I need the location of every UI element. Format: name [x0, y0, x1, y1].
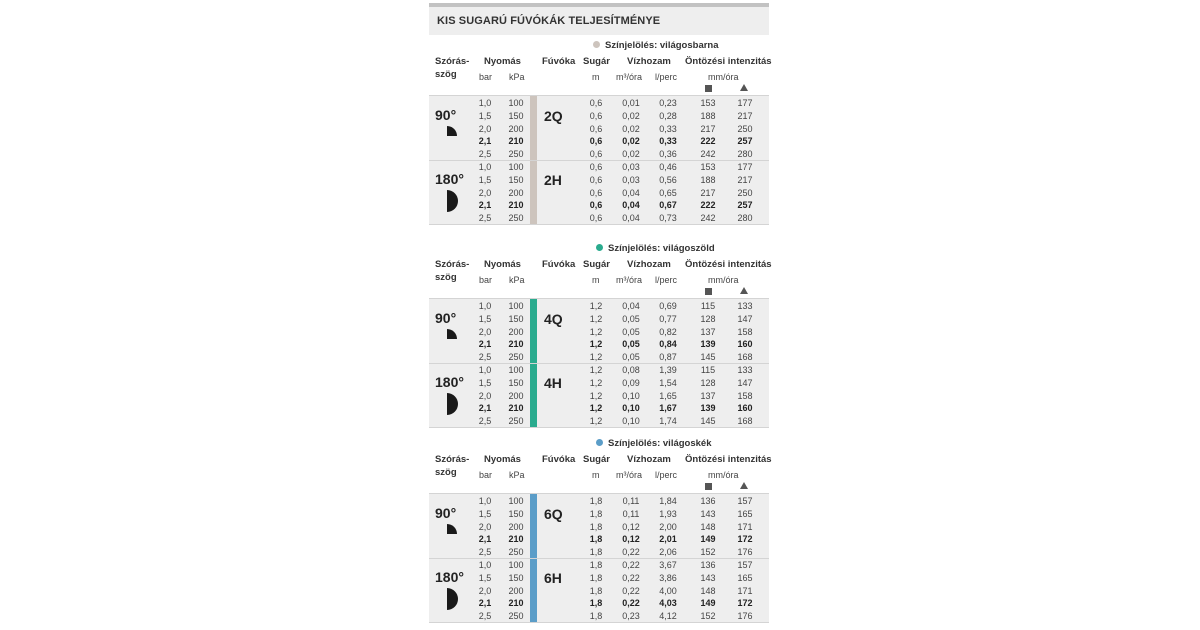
cell-kpa: 200	[508, 521, 524, 532]
cell-m: 1,8	[589, 508, 603, 519]
row-separator	[429, 493, 769, 494]
cell-m: 0,6	[589, 213, 603, 224]
cell-square: 115	[700, 365, 716, 375]
cell-triangle: 217	[737, 110, 753, 121]
cell-triangle: 147	[737, 377, 753, 388]
header-m: m	[592, 275, 600, 285]
cell-m: 1,2	[589, 416, 603, 427]
cell-kpa: 150	[508, 572, 524, 583]
cell-m: 1,2	[589, 339, 603, 350]
cell-bar: 1,5	[478, 313, 492, 324]
cell-bar: 2,5	[478, 352, 492, 363]
cell-square: 188	[700, 110, 716, 121]
cell-m3h: 0,22	[622, 547, 640, 558]
cell-kpa: 100	[508, 560, 524, 570]
header-angle-1: Szórás-	[435, 454, 470, 465]
triangle-symbol	[740, 482, 748, 489]
cell-bar: 2,1	[478, 598, 492, 609]
cell-lpm: 2,01	[659, 534, 677, 545]
cell-bar: 2,0	[478, 390, 492, 401]
cell-m3h: 0,10	[622, 416, 640, 427]
cell-kpa: 100	[508, 162, 524, 172]
triangle-symbol	[740, 84, 748, 91]
half-circle-icon	[447, 393, 461, 415]
cell-square: 149	[700, 598, 716, 609]
color-legend	[596, 243, 715, 255]
cell-triangle: 160	[737, 339, 753, 350]
cell-m3h: 0,04	[622, 187, 640, 198]
header-radius: Sugár	[583, 259, 610, 270]
cell-lpm: 0,73	[659, 213, 677, 224]
square-symbol	[705, 483, 712, 490]
cell-square: 137	[700, 326, 716, 337]
cell-bar: 1,5	[478, 508, 492, 519]
cell-m: 0,6	[589, 162, 603, 172]
header-lpm: l/perc	[655, 275, 678, 285]
cell-triangle: 165	[737, 508, 753, 519]
cell-lpm: 1,54	[659, 377, 677, 388]
header-flow: Vízhozam	[627, 454, 671, 465]
header-radius: Sugár	[583, 454, 610, 465]
cell-bar: 2,5	[478, 547, 492, 558]
cell-square: 128	[700, 377, 716, 388]
cell-bar: 1,0	[478, 98, 492, 108]
cell-square: 217	[700, 123, 716, 134]
spray-angle: 90°	[435, 107, 457, 123]
cell-kpa: 100	[508, 365, 524, 375]
cell-lpm: 1,67	[659, 403, 677, 414]
header-nozzle: Fúvóka	[542, 454, 576, 465]
cell-m: 1,2	[589, 377, 603, 388]
cell-bar: 2,5	[478, 416, 492, 427]
cell-bar: 2,0	[478, 123, 492, 134]
cell-m3h: 0,02	[622, 136, 640, 147]
cell-square: 152	[700, 611, 716, 622]
legend-dot	[596, 244, 603, 251]
cell-lpm: 0,67	[659, 200, 677, 211]
header-lpm: l/perc	[655, 72, 678, 82]
cell-m3h: 0,23	[622, 611, 640, 622]
cell-square: 148	[700, 585, 716, 596]
cell-m: 1,8	[589, 611, 603, 622]
quarter-circle-icon	[447, 329, 461, 351]
cell-m3h: 0,05	[622, 352, 640, 363]
nozzle-code: 4H	[544, 375, 562, 391]
half-circle-icon	[447, 588, 461, 610]
cell-kpa: 250	[508, 547, 524, 558]
cell-bar: 1,0	[478, 301, 492, 311]
cell-square: 152	[700, 547, 716, 558]
cell-square: 139	[700, 339, 716, 350]
cell-m3h: 0,03	[622, 162, 640, 172]
header-flow: Vízhozam	[627, 259, 671, 270]
group-separator	[429, 558, 769, 559]
cell-m: 1,8	[589, 521, 603, 532]
table-section	[429, 243, 772, 429]
cell-bar: 2,0	[478, 585, 492, 596]
cell-bar: 1,0	[478, 162, 492, 172]
cell-bar: 2,5	[478, 213, 492, 224]
section-bottom-rule	[429, 622, 769, 623]
performance-table-panel	[429, 0, 772, 630]
cell-lpm: 0,56	[659, 174, 677, 185]
cell-triangle: 158	[737, 390, 753, 401]
cell-square: 137	[700, 390, 716, 401]
cell-m: 1,2	[589, 390, 603, 401]
cell-bar: 2,1	[478, 403, 492, 414]
header-flow: Vízhozam	[627, 56, 671, 67]
header-nozzle: Fúvóka	[542, 259, 576, 270]
legend-dot	[596, 439, 603, 446]
spray-angle: 180°	[435, 171, 464, 187]
cell-lpm: 0,82	[659, 326, 677, 337]
cell-lpm: 2,00	[659, 521, 677, 532]
cell-m: 1,8	[589, 534, 603, 545]
cell-triangle: 171	[737, 585, 753, 596]
cell-lpm: 1,84	[659, 496, 677, 506]
half-circle-icon	[447, 190, 461, 212]
cell-kpa: 150	[508, 110, 524, 121]
header-m3h: m³/óra	[616, 72, 643, 82]
cell-square: 145	[700, 416, 716, 427]
cell-bar: 1,5	[478, 110, 492, 121]
cell-m3h: 0,05	[622, 339, 640, 350]
cell-m3h: 0,22	[622, 572, 640, 583]
cell-triangle: 165	[737, 572, 753, 583]
legend-label: Színjelölés: világoskék	[608, 438, 712, 449]
spray-angle: 90°	[435, 310, 457, 326]
group-separator	[429, 363, 769, 364]
spray-angle: 90°	[435, 505, 457, 521]
cell-square: 222	[700, 200, 716, 211]
legend-dot	[593, 41, 600, 48]
header-angle-1: Szórás-	[435, 56, 470, 67]
cell-kpa: 250	[508, 611, 524, 622]
cell-triangle: 171	[737, 521, 753, 532]
cell-bar: 2,0	[478, 187, 492, 198]
group-separator	[429, 160, 769, 161]
cell-square: 148	[700, 521, 716, 532]
cell-m: 0,6	[589, 149, 603, 160]
cell-m: 1,8	[589, 572, 603, 583]
cell-triangle: 217	[737, 174, 753, 185]
cell-triangle: 176	[737, 547, 753, 558]
table-section	[429, 40, 772, 226]
cell-m3h: 0,01	[622, 98, 640, 108]
cell-m: 1,2	[589, 352, 603, 363]
cell-kpa: 100	[508, 98, 524, 108]
cell-lpm: 1,65	[659, 390, 677, 401]
cell-lpm: 4,03	[659, 598, 677, 609]
section-bottom-rule	[429, 224, 769, 225]
cell-kpa: 200	[508, 326, 524, 337]
header-m: m	[592, 470, 600, 480]
cell-triangle: 133	[737, 365, 753, 375]
cell-square: 188	[700, 174, 716, 185]
cell-lpm: 2,06	[659, 547, 677, 558]
color-legend	[596, 438, 712, 450]
table-title: KIS SUGARÚ FÚVÓKÁK TELJESÍTMÉNYE	[437, 15, 661, 27]
cell-lpm: 3,86	[659, 572, 677, 583]
cell-square: 136	[700, 496, 716, 506]
header-mmh: mm/óra	[708, 72, 739, 82]
cell-m: 1,2	[589, 313, 603, 324]
cell-kpa: 200	[508, 187, 524, 198]
cell-triangle: 176	[737, 611, 753, 622]
cell-m3h: 0,02	[622, 149, 640, 160]
square-symbol	[705, 85, 712, 92]
header-radius: Sugár	[583, 56, 610, 67]
cell-m3h: 0,02	[622, 110, 640, 121]
nozzle-code: 4Q	[544, 311, 563, 327]
cell-m3h: 0,22	[622, 585, 640, 596]
header-mmh: mm/óra	[708, 470, 739, 480]
cell-m: 1,2	[589, 365, 603, 375]
legend-label: Színjelölés: világoszöld	[608, 243, 715, 254]
cell-m3h: 0,12	[622, 521, 640, 532]
cell-m3h: 0,22	[622, 598, 640, 609]
cell-m3h: 0,09	[622, 377, 640, 388]
cell-kpa: 210	[508, 598, 524, 609]
cell-triangle: 280	[737, 149, 753, 160]
header-angle-2: szög	[435, 272, 457, 283]
cell-triangle: 280	[737, 213, 753, 224]
cell-m3h: 0,04	[622, 301, 640, 311]
cell-kpa: 200	[508, 585, 524, 596]
header-angle-2: szög	[435, 69, 457, 80]
cell-lpm: 0,84	[659, 339, 677, 350]
cell-m3h: 0,05	[622, 326, 640, 337]
cell-m3h: 0,03	[622, 174, 640, 185]
cell-m: 0,6	[589, 187, 603, 198]
header-precip: Öntözési intenzitás	[685, 56, 772, 67]
header-angle-1: Szórás-	[435, 259, 470, 270]
cell-bar: 2,5	[478, 611, 492, 622]
cell-m: 0,6	[589, 110, 603, 121]
cell-m3h: 0,04	[622, 213, 640, 224]
header-pressure: Nyomás	[484, 454, 521, 465]
cell-m: 1,8	[589, 598, 603, 609]
cell-bar: 1,5	[478, 572, 492, 583]
header-mmh: mm/óra	[708, 275, 739, 285]
cell-m3h: 0,12	[622, 534, 640, 545]
row-separator	[429, 298, 769, 299]
spray-angle: 180°	[435, 374, 464, 390]
cell-m: 0,6	[589, 200, 603, 211]
cell-lpm: 0,69	[659, 301, 677, 311]
header-bar: bar	[479, 470, 493, 480]
cell-bar: 2,1	[478, 534, 492, 545]
cell-square: 143	[700, 508, 716, 519]
cell-triangle: 160	[737, 403, 753, 414]
cell-square: 153	[700, 98, 716, 108]
color-legend	[593, 40, 719, 52]
nozzle-code: 2H	[544, 172, 562, 188]
cell-triangle: 133	[737, 301, 753, 311]
cell-square: 242	[700, 213, 716, 224]
cell-lpm: 0,46	[659, 162, 677, 172]
cell-m: 1,8	[589, 560, 603, 570]
cell-lpm: 4,00	[659, 585, 677, 596]
cell-kpa: 250	[508, 352, 524, 363]
cell-square: 115	[700, 301, 716, 311]
cell-kpa: 210	[508, 534, 524, 545]
header-bar: bar	[479, 72, 493, 82]
cell-kpa: 150	[508, 377, 524, 388]
cell-lpm: 3,67	[659, 560, 677, 570]
cell-kpa: 250	[508, 149, 524, 160]
cell-square: 143	[700, 572, 716, 583]
header-angle-2: szög	[435, 467, 457, 478]
cell-triangle: 157	[737, 496, 753, 506]
cell-m: 0,6	[589, 136, 603, 147]
cell-kpa: 210	[508, 136, 524, 147]
header-pressure: Nyomás	[484, 56, 521, 67]
cell-m: 0,6	[589, 174, 603, 185]
cell-bar: 1,5	[478, 377, 492, 388]
cell-bar: 2,1	[478, 339, 492, 350]
nozzle-code: 6H	[544, 570, 562, 586]
cell-square: 145	[700, 352, 716, 363]
cell-square: 222	[700, 136, 716, 147]
cell-triangle: 168	[737, 352, 753, 363]
cell-kpa: 100	[508, 496, 524, 506]
quarter-circle-icon	[447, 126, 461, 148]
cell-m: 0,6	[589, 98, 603, 108]
cell-square: 149	[700, 534, 716, 545]
cell-m3h: 0,10	[622, 403, 640, 414]
cell-triangle: 257	[737, 200, 753, 211]
cell-bar: 2,0	[478, 326, 492, 337]
nozzle-code: 6Q	[544, 506, 563, 522]
header-m: m	[592, 72, 600, 82]
cell-kpa: 210	[508, 403, 524, 414]
header-kpa: kPa	[509, 470, 525, 480]
cell-triangle: 250	[737, 123, 753, 134]
cell-bar: 1,0	[478, 560, 492, 570]
cell-lpm: 0,28	[659, 110, 677, 121]
cell-lpm: 0,65	[659, 187, 677, 198]
cell-m: 1,8	[589, 585, 603, 596]
cell-kpa: 250	[508, 213, 524, 224]
spray-angle: 180°	[435, 569, 464, 585]
cell-bar: 2,1	[478, 200, 492, 211]
cell-kpa: 150	[508, 174, 524, 185]
cell-lpm: 0,87	[659, 352, 677, 363]
cell-lpm: 0,36	[659, 149, 677, 160]
header-lpm: l/perc	[655, 470, 678, 480]
cell-m3h: 0,08	[622, 365, 640, 375]
quarter-circle-icon	[447, 524, 461, 546]
cell-triangle: 147	[737, 313, 753, 324]
cell-triangle: 172	[737, 598, 753, 609]
triangle-symbol	[740, 287, 748, 294]
cell-lpm: 0,77	[659, 313, 677, 324]
square-symbol	[705, 288, 712, 295]
header-pressure: Nyomás	[484, 259, 521, 270]
cell-m: 1,2	[589, 301, 603, 311]
cell-bar: 2,5	[478, 149, 492, 160]
cell-lpm: 1,39	[659, 365, 677, 375]
cell-m: 1,8	[589, 547, 603, 558]
cell-m: 0,6	[589, 123, 603, 134]
cell-bar: 1,5	[478, 174, 492, 185]
cell-m: 1,2	[589, 403, 603, 414]
table-section	[429, 438, 772, 624]
cell-triangle: 257	[737, 136, 753, 147]
cell-kpa: 200	[508, 123, 524, 134]
cell-m3h: 0,22	[622, 560, 640, 570]
header-kpa: kPa	[509, 275, 525, 285]
cell-m3h: 0,10	[622, 390, 640, 401]
header-precip: Öntözési intenzitás	[685, 259, 772, 270]
header-m3h: m³/óra	[616, 470, 643, 480]
title-bar	[429, 7, 769, 35]
section-bottom-rule	[429, 427, 769, 428]
cell-triangle: 177	[737, 98, 753, 108]
cell-bar: 1,0	[478, 496, 492, 506]
cell-lpm: 0,23	[659, 98, 677, 108]
cell-kpa: 150	[508, 313, 524, 324]
header-m3h: m³/óra	[616, 275, 643, 285]
cell-kpa: 150	[508, 508, 524, 519]
cell-bar: 1,0	[478, 365, 492, 375]
cell-lpm: 4,12	[659, 611, 677, 622]
nozzle-code: 2Q	[544, 108, 563, 124]
header-nozzle: Fúvóka	[542, 56, 576, 67]
cell-triangle: 168	[737, 416, 753, 427]
cell-m3h: 0,04	[622, 200, 640, 211]
cell-kpa: 210	[508, 200, 524, 211]
cell-m3h: 0,02	[622, 123, 640, 134]
cell-m: 1,8	[589, 496, 603, 506]
cell-kpa: 250	[508, 416, 524, 427]
cell-lpm: 1,93	[659, 508, 677, 519]
cell-bar: 2,0	[478, 521, 492, 532]
cell-kpa: 210	[508, 339, 524, 350]
cell-m3h: 0,05	[622, 313, 640, 324]
cell-square: 136	[700, 560, 716, 570]
cell-kpa: 100	[508, 301, 524, 311]
header-precip: Öntözési intenzitás	[685, 454, 772, 465]
cell-triangle: 172	[737, 534, 753, 545]
cell-triangle: 177	[737, 162, 753, 172]
cell-kpa: 200	[508, 390, 524, 401]
cell-square: 153	[700, 162, 716, 172]
cell-square: 242	[700, 149, 716, 160]
cell-triangle: 157	[737, 560, 753, 570]
cell-lpm: 0,33	[659, 136, 677, 147]
header-kpa: kPa	[509, 72, 525, 82]
row-separator	[429, 95, 769, 96]
cell-bar: 2,1	[478, 136, 492, 147]
header-bar: bar	[479, 275, 493, 285]
cell-lpm: 1,74	[659, 416, 677, 427]
cell-lpm: 0,33	[659, 123, 677, 134]
cell-square: 128	[700, 313, 716, 324]
cell-triangle: 250	[737, 187, 753, 198]
legend-label: Színjelölés: világosbarna	[605, 40, 719, 51]
cell-m3h: 0,11	[622, 508, 640, 519]
cell-square: 217	[700, 187, 716, 198]
cell-square: 139	[700, 403, 716, 414]
cell-triangle: 158	[737, 326, 753, 337]
cell-m: 1,2	[589, 326, 603, 337]
cell-m3h: 0,11	[622, 496, 640, 506]
